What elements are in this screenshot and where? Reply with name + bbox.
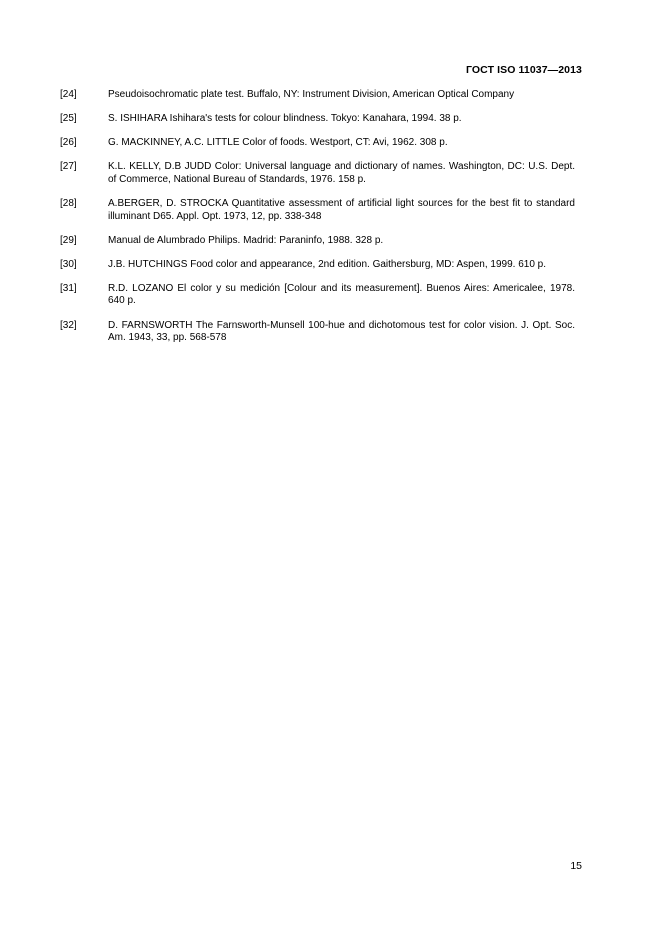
reference-item	[60, 89, 575, 102]
standard-code: ГОСТ ISO 11037—2013	[465, 64, 582, 76]
reference-item	[60, 320, 575, 345]
reference-number: [30]	[60, 258, 77, 270]
reference-number: [31]	[60, 282, 77, 294]
reference-text: G. MACKINNEY, A.C. LITTLE Color of foods. Westport, CT: Avi, 1962. 308 p.	[108, 137, 448, 149]
reference-item	[60, 259, 575, 272]
reference-text: Manual de Alumbrado Philips. Madrid: Paraninfo, 1988. 328 p.	[108, 234, 384, 246]
reference-item	[60, 198, 575, 223]
reference-number: [24]	[60, 89, 77, 100]
reference-item	[60, 113, 575, 126]
reference-number: [29]	[60, 234, 77, 246]
reference-list	[60, 89, 575, 356]
page-number: 15	[570, 860, 582, 872]
reference-text: K.L. KELLY, D.B JUDD Color: Universal language and dictionary of names. Washington, DC: U.S. Dept. of Commerce, National Bureau of Standards, 1976. 158 p.	[108, 161, 575, 185]
reference-item	[60, 161, 575, 186]
reference-text: A.BERGER, D. STROCKA Quantitative assessment of artificial light sources for the best fit to standard illuminant D65. Appl. Opt. 1973, 12, pp. 338-348	[108, 197, 575, 222]
reference-number: [25]	[60, 113, 77, 125]
reference-number: [27]	[60, 161, 77, 173]
reference-item	[60, 137, 575, 150]
reference-text: D. FARNSWORTH The Farnsworth-Munsell 100-hue and dichotomous test for color vision. J. Opt. Soc. Am. 1943, 33, pp. 568-578	[108, 319, 575, 344]
reference-text: R.D. LOZANO El color y su medición [Colour and its measurement]. Buenos Aires: Americalee, 1978. 640 p.	[108, 282, 575, 307]
reference-text: Pseudoisochromatic plate test. Buffalo, NY: Instrument Division, American Optical Company	[108, 89, 515, 100]
reference-number: [32]	[60, 319, 77, 331]
reference-item	[60, 235, 575, 248]
reference-item	[60, 283, 575, 308]
reference-number: [26]	[60, 137, 77, 149]
reference-text: S. ISHIHARA Ishihara's tests for colour blindness. Tokyo: Kanahara, 1994. 38 p.	[108, 113, 462, 125]
reference-number: [28]	[60, 197, 77, 209]
reference-text: J.B. HUTCHINGS Food color and appearance, 2nd edition. Gaithersburg, MD: Aspen, 1999. 610 p.	[108, 258, 547, 270]
